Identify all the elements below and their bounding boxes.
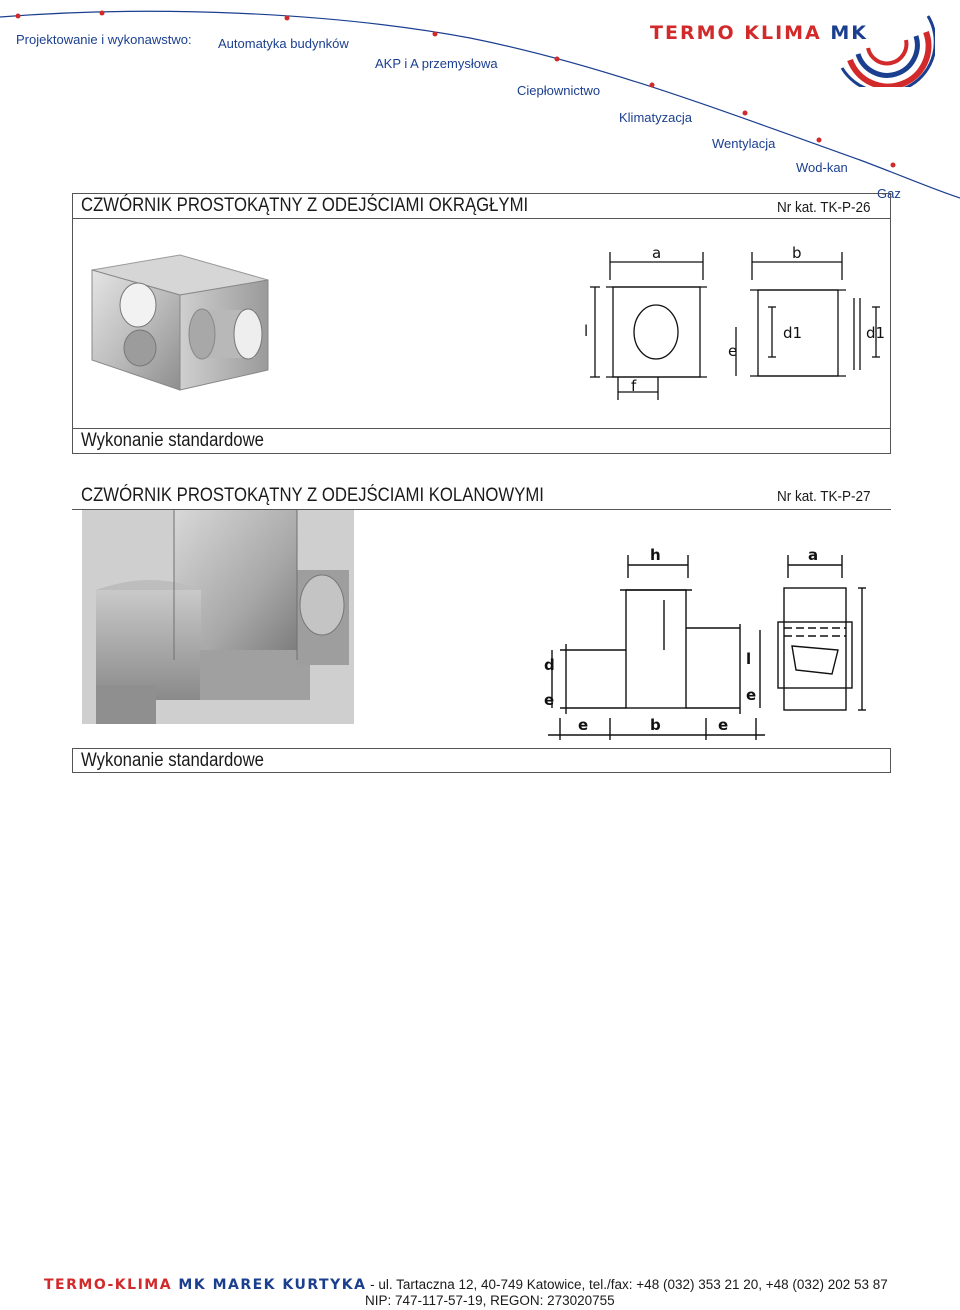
footer-address: - ul. Tartaczna 12, 40-749 Katowice, tel./fax: +48 (032) 353 21 20, +48 (032) 202 53 87	[366, 1277, 888, 1292]
dim-d-label: d	[544, 656, 555, 674]
dim-l-label: l	[746, 650, 752, 668]
footer-brand	[44, 1277, 366, 1293]
title-divider	[72, 218, 891, 219]
product-title: CZWÓRNIK PROSTOKĄTNY Z ODEJŚCIAMI KOLANOWYMI	[81, 485, 544, 506]
dim-e-label-bottom-2: e	[718, 716, 729, 734]
dim-d1-label-2: d1	[866, 324, 886, 342]
dim-h-label: h	[650, 546, 661, 564]
product-photo	[82, 510, 354, 724]
technical-drawing	[540, 540, 885, 740]
footer-brand-part-2: MK MAREK KURTYKA	[178, 1277, 367, 1293]
logo-word-2: MK	[830, 22, 869, 44]
catalog-number: Nr kat. TK-P-27	[777, 488, 871, 505]
company-logo-mark	[830, 2, 935, 87]
service-akpia: AKP i A przemysłowa	[375, 56, 498, 71]
footer-divider	[72, 428, 891, 429]
service-air-conditioning: Klimatyzacja	[619, 110, 692, 125]
service-gas: Gaz	[877, 186, 901, 201]
service-heating: Ciepłownictwo	[517, 83, 601, 98]
dim-e-label: e	[728, 342, 738, 360]
dim-a-label: a	[808, 546, 819, 564]
product-title: CZWÓRNIK PROSTOKĄTNY Z ODEJŚCIAMI OKRĄGŁYMI	[81, 195, 529, 216]
variant-label: Wykonanie standardowe	[81, 430, 264, 451]
dim-e-label-right: e	[746, 686, 757, 704]
dim-d1-label-1: d1	[783, 324, 803, 342]
dim-a-label: a	[652, 244, 662, 262]
dim-b-label: b	[792, 244, 802, 262]
footer-registration-ids: NIP: 747-117-57-19, REGON: 273020755	[365, 1293, 615, 1308]
product-photo	[80, 250, 270, 395]
footer-brand-part-1: TERMO-KLIMA	[44, 1277, 179, 1293]
service-plumbing: Wod-kan	[796, 160, 848, 175]
header-lead-text: Projektowanie i wykonawstwo:	[16, 32, 192, 47]
dim-l-label: l	[584, 322, 589, 340]
logo-word-1: TERMO KLIMA	[650, 22, 831, 44]
variant-label: Wykonanie standardowe	[81, 750, 264, 771]
service-ventilation: Wentylacja	[712, 136, 776, 151]
technical-drawing	[570, 232, 890, 407]
catalog-number: Nr kat. TK-P-26	[777, 199, 871, 216]
service-automation: Automatyka budynków	[218, 36, 349, 51]
dim-b-label: b	[650, 716, 661, 734]
dim-e-label-left: e	[544, 691, 555, 709]
dim-f-label: f	[631, 377, 637, 395]
footer-line-1	[44, 1276, 888, 1294]
dim-e-label-bottom-1: e	[578, 716, 589, 734]
